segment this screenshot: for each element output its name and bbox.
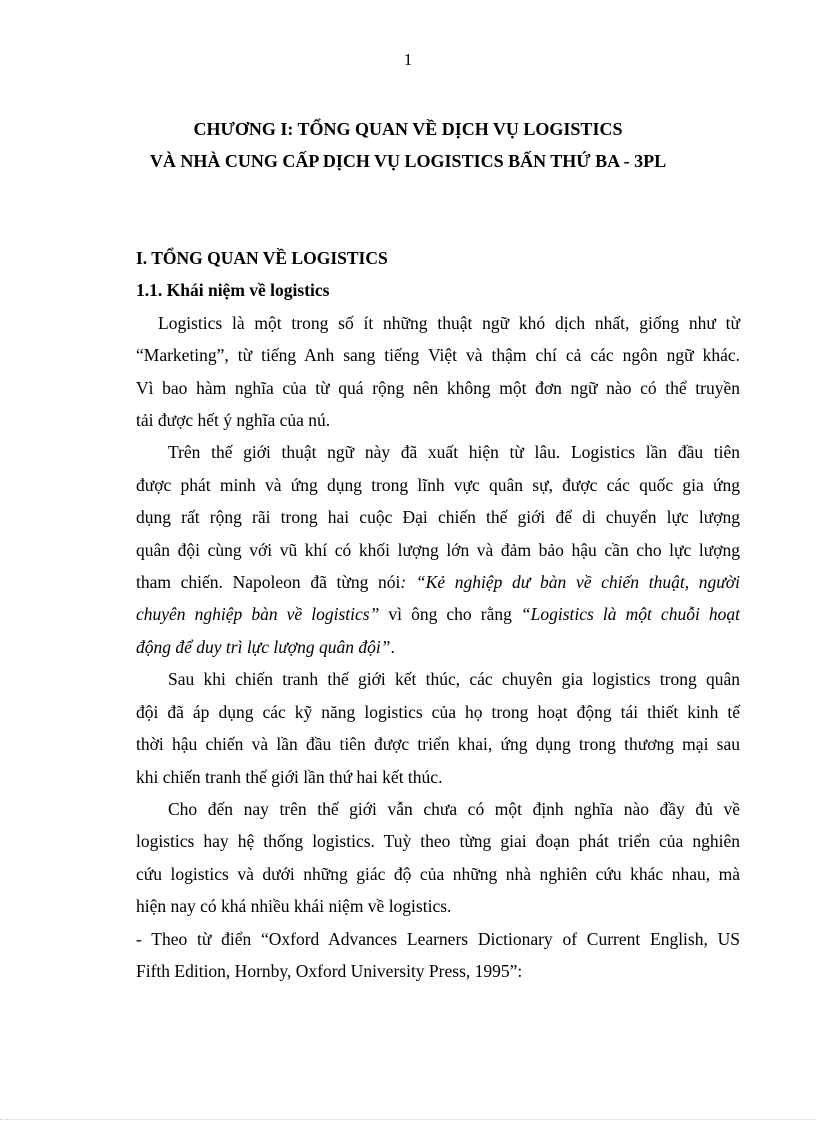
paragraph-line: - Theo từ điển “Oxford Advances Learners Dictionary of Current English, US <box>136 928 740 949</box>
paragraph-line: được phát minh và ứng dụng trong lĩnh vực quân sự, được các quốc gia ứng <box>136 474 740 495</box>
paragraph-line: Cho đến nay trên thế giới vẫn chưa có một định nghĩa nào đầy đủ về <box>168 798 740 819</box>
document-body <box>136 242 740 987</box>
text-normal: . <box>390 636 395 657</box>
paragraph-line <box>136 631 740 663</box>
paragraph-line: hiện nay có khá nhiều khái niệm về logistics. <box>136 896 452 917</box>
paragraph-line: quân đội cùng với vũ khí có khối lượng lớn và đảm bảo hậu cần cho lực lượng <box>136 539 740 560</box>
napoleon-quote: : “Kẻ nghiệp dư bàn về chiến thuật, người <box>400 572 741 593</box>
text-normal: tham chiến. Napoleon đã từng nói <box>136 572 401 593</box>
text-normal: vì ông cho rằng <box>379 604 521 625</box>
paragraph-line: Trên thế giới thuật ngữ này đã xuất hiện từ lâu. Logistics lần đầu tiên <box>168 442 740 463</box>
napoleon-quote-cont: chuyên nghiệp bàn về logistics” <box>136 604 380 625</box>
paragraph-line: thời hậu chiến và lần đầu tiên được triển khai, ứng dụng trong thương mại sau <box>136 734 740 755</box>
logistics-quote-cont: động để duy trì lực lượng quân đội” <box>136 636 391 657</box>
logistics-quote: “Logistics là một chuỗi hoạt <box>520 604 740 625</box>
chapter-title <box>0 113 816 177</box>
paragraph-line: Fifth Edition, Hornby, Oxford University Press, 1995”: <box>136 960 523 981</box>
paragraph-line: tải được hết ý nghĩa của nú. <box>136 410 331 431</box>
paragraph-line: logistics hay hệ thống logistics. Tuỳ theo từng giai đoạn phát triển của nghiên <box>136 831 740 852</box>
paragraph-line <box>136 598 740 630</box>
chapter-title-line-2: VÀ NHÀ CUNG CẤP DỊCH VỤ LOGISTICS BẤN THỨ BA - 3PL <box>149 151 667 171</box>
page-number: 1 <box>403 50 413 69</box>
paragraph-line: đội đã áp dụng các kỹ năng logistics của họ trong hoạt động tái thiết kinh tế <box>136 701 740 722</box>
paragraph-3 <box>136 663 740 793</box>
paragraph-line: cứu logistics và dưới những giác độ của những nhà nghiên cứu khác nhau, mà <box>136 863 740 884</box>
page-bottom-divider <box>0 1119 816 1120</box>
paragraph-line: khi chiến tranh thế giới lần thứ hai kết thúc. <box>136 766 443 787</box>
paragraph-4 <box>136 793 740 923</box>
subsection-heading: 1.1. Khái niệm về logistics <box>136 280 330 301</box>
paragraph-line: Sau khi chiến tranh thế giới kết thúc, các chuyên gia logistics trong quân <box>168 669 740 690</box>
paragraph-5 <box>136 923 740 988</box>
paragraph-line: dụng rất rộng rãi trong hai cuộc Đại chiến thế giới để di chuyển lực lượng <box>136 507 740 528</box>
paragraph-2 <box>136 436 740 663</box>
paragraph-line: Logistics là một trong số ít những thuật ngữ khó dịch nhất, giống như từ <box>158 312 740 333</box>
chapter-title-line-1: CHƯƠNG I: TỔNG QUAN VỀ DỊCH VỤ LOGISTICS <box>193 119 623 139</box>
section-heading: I. TỔNG QUAN VỀ LOGISTICS <box>136 248 388 268</box>
paragraph-line: Vì bao hàm nghĩa của từ quá rộng nên không một đơn ngữ nào có thể truyền <box>136 377 740 398</box>
paragraph-1 <box>136 307 740 437</box>
paragraph-line <box>136 566 740 598</box>
paragraph-line: “Marketing”, từ tiếng Anh sang tiếng Việt và thậm chí cả các ngôn ngữ khác. <box>136 345 740 366</box>
